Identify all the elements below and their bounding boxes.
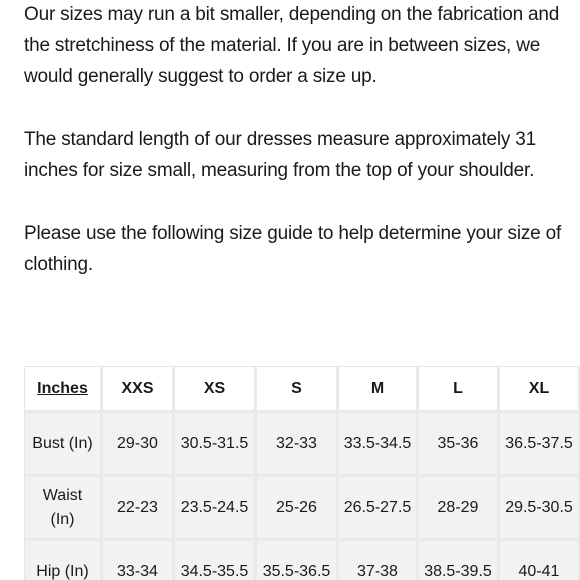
table-row-hip <box>25 541 580 580</box>
table-cell: 37-38 <box>339 541 419 580</box>
table-cell: 29.5-30.5 <box>500 477 580 541</box>
sizing-note-paragraph: Our sizes may run a bit smaller, depending on the fabrication and the stretchiness of the material. If you are in between sizes, we would generally suggest to order a size up. <box>24 4 560 87</box>
size-guide-intro-paragraph: Please use the following size guide to help determine your size of clothing. <box>24 223 562 275</box>
table-cell: 25-26 <box>257 477 339 541</box>
table-cell: 34.5-35.5 <box>175 541 257 580</box>
table-cell: 22-23 <box>103 477 175 541</box>
table-cell: 30.5-31.5 <box>175 413 257 477</box>
row-label-bust: Bust (In) <box>25 413 103 477</box>
size-guide-table <box>24 366 580 580</box>
table-cell: 29-30 <box>103 413 175 477</box>
table-row-waist <box>25 477 580 541</box>
column-header-l: L <box>419 367 500 413</box>
table-cell: 33.5-34.5 <box>339 413 419 477</box>
table-cell: 23.5-24.5 <box>175 477 257 541</box>
table-row-bust <box>25 413 580 477</box>
row-label-waist: Waist (In) <box>25 477 103 541</box>
table-cell: 35-36 <box>419 413 500 477</box>
column-header-xxs: XXS <box>103 367 175 413</box>
table-cell: 32-33 <box>257 413 339 477</box>
column-header-xs: XS <box>175 367 257 413</box>
size-guide-table-container <box>24 366 573 580</box>
column-header-s: S <box>257 367 339 413</box>
table-cell: 40-41 <box>500 541 580 580</box>
table-header-row <box>25 367 580 413</box>
table-cell: 38.5-39.5 <box>419 541 500 580</box>
table-cell: 28-29 <box>419 477 500 541</box>
table-cell: 35.5-36.5 <box>257 541 339 580</box>
table-cell: 33-34 <box>103 541 175 580</box>
row-label-hip: Hip (In) <box>25 541 103 580</box>
table-corner-label: Inches <box>25 367 103 413</box>
column-header-m: M <box>339 367 419 413</box>
dress-length-paragraph: The standard length of our dresses measure approximately 31 inches for size small, measuring from the top of your shoulder. <box>24 129 537 181</box>
table-cell: 36.5-37.5 <box>500 413 580 477</box>
table-cell: 26.5-27.5 <box>339 477 419 541</box>
column-header-xl: XL <box>500 367 580 413</box>
